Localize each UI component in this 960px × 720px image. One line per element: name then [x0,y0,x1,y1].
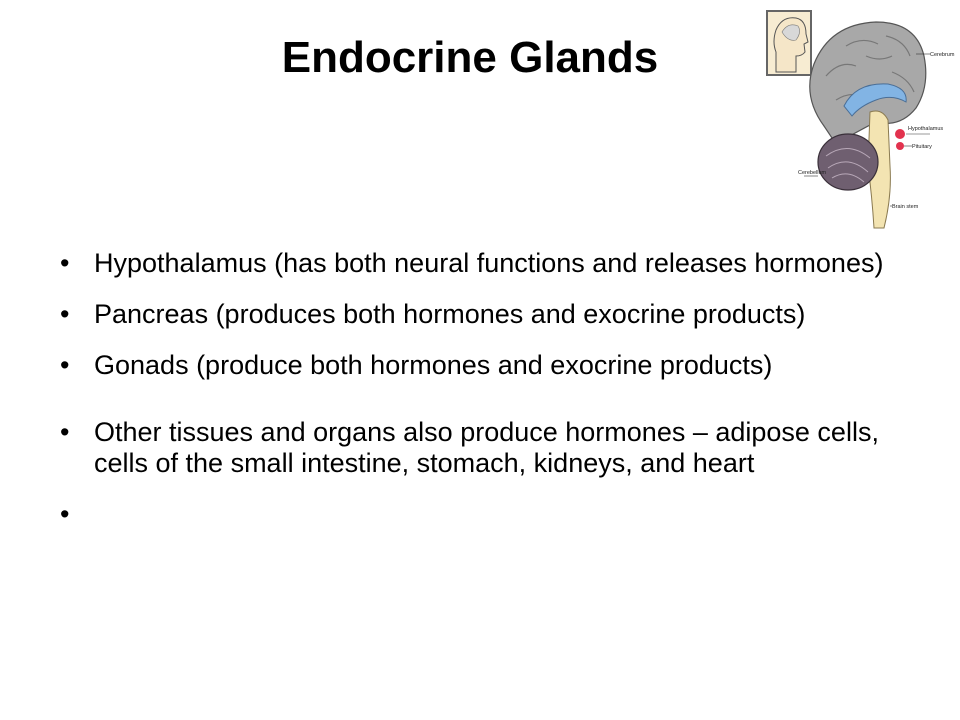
bullet-item: • Other tissues and organs also produce hormones – adipose cells, cells of the small intestine, stomach, kidneys, and heart [60,417,910,479]
bullet-list [60,248,910,550]
bullet-item-empty [60,499,910,530]
brain-diagram [796,16,960,232]
label-brain-stem: Brain stem [892,204,919,210]
bullet-item: • Hypothalamus (has both neural functions and releases hormones) [60,248,910,279]
bullet-item: • Pancreas (produces both hormones and exocrine products) [60,299,910,330]
hypothalamus-dot [895,129,905,139]
label-cerebrum: Cerebrum [930,52,955,58]
label-hypothalamus: Hypothalamus [908,126,944,132]
label-pituitary: Pituitary [912,144,932,150]
pituitary-dot [896,142,904,150]
label-cerebellum: Cerebellum [798,170,827,176]
bullet-item: • Gonads (produce both hormones and exocrine products) [60,350,910,381]
slide-title: Endocrine Glands [281,33,659,82]
